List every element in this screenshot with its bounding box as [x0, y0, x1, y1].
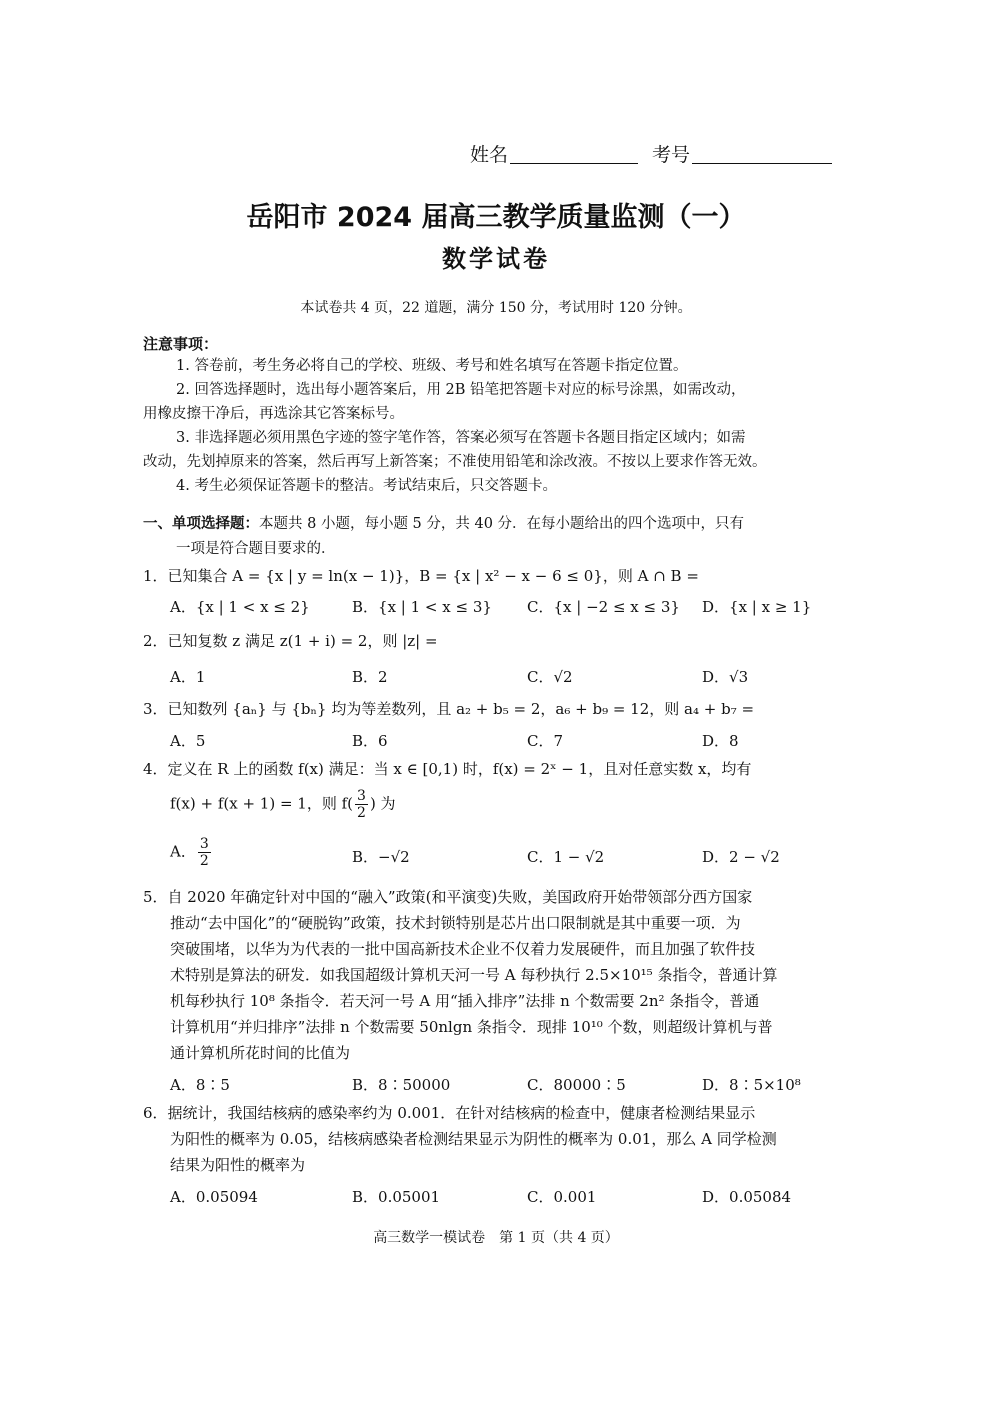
note-line: 4. 考生必须保证答题卡的整洁。考试结束后，只交答题卡。	[176, 478, 557, 494]
question-1-option-a[interactable]: A．{x | 1 < x ≤ 2}	[170, 598, 310, 616]
option-label: A．	[170, 842, 196, 861]
question-3-option-b[interactable]: B．6	[352, 732, 388, 750]
section-title: 一、单项选择题：	[143, 516, 259, 532]
question-4-stem-cont	[170, 788, 396, 821]
id-label: 考号	[652, 144, 691, 166]
question-5-line: 推动“去中国化”的“硬脱钩”政策，技术封锁特别是芯片出口限制就是其中重要一项．为	[170, 914, 741, 932]
name-label: 姓名	[470, 144, 509, 166]
name-blank[interactable]	[510, 143, 638, 164]
question-4-option-d[interactable]: D．2 − √2	[702, 848, 780, 866]
notes-heading: 注意事项：	[143, 335, 219, 353]
question-1-option-c[interactable]: C．{x | −2 ≤ x ≤ 3}	[527, 598, 680, 616]
question-4-option-b[interactable]: B．−√2	[352, 848, 410, 866]
question-1-stem: 1．已知集合 A = {x | y = ln(x − 1)}，B = {x | x² − x − 6 ≤ 0}，则 A ∩ B =	[143, 567, 699, 585]
question-6-line: 结果为阳性的概率为	[170, 1156, 306, 1174]
fraction	[198, 836, 211, 869]
question-5-option-d[interactable]: D．8∶5×10⁸	[702, 1076, 801, 1094]
question-1-option-b[interactable]: B．{x | 1 < x ≤ 3}	[352, 598, 492, 616]
question-3-option-c[interactable]: C．7	[527, 732, 564, 750]
note-line: 1. 答卷前，考生务必将自己的学校、班级、考号和姓名填写在答题卡指定位置。	[176, 358, 688, 374]
question-2-stem: 2．已知复数 z 满足 z(1 + i) = 2，则 |z| =	[143, 632, 438, 650]
question-6-option-a[interactable]: A．0.05094	[170, 1188, 258, 1206]
question-4-option-c[interactable]: C．1 − √2	[527, 848, 605, 866]
note-line: 改动，先划掉原来的答案，然后再写上新答案；不准使用铅笔和涂改液。不按以上要求作答无效。	[143, 454, 767, 470]
question-5-option-a[interactable]: A．8∶5	[170, 1076, 230, 1094]
question-3-option-d[interactable]: D．8	[702, 732, 739, 750]
section-desc-cont: 一项是符合题目要求的．	[176, 541, 336, 557]
page-footer: 高三数学一模试卷 第 1 页（共 4 页）	[373, 1230, 619, 1246]
question-4-stem-part: ) 为	[369, 794, 396, 813]
section-desc: 本题共 8 小题，每小题 5 分，共 40 分．在每小题给出的四个选项中，只有	[259, 516, 745, 532]
question-5-option-b[interactable]: B．8∶50000	[352, 1076, 451, 1094]
section-heading	[143, 512, 744, 533]
question-6-option-c[interactable]: C．0.001	[527, 1188, 597, 1206]
question-5-line: 机每秒执行 10⁸ 条指令．若天河一号 A 用“插入排序”法排 n 个数需要 2n² 条指令，普通	[170, 992, 760, 1010]
exam-title: 岳阳市 2024 届高三教学质量监测（一）	[246, 202, 746, 233]
question-3-stem: 3．已知数列 {aₙ} 与 {bₙ} 均为等差数列，且 a₂ + b₅ = 2，a₆ + b₉ = 12，则 a₄ + b₇ =	[143, 700, 755, 718]
question-5-line: 5．自 2020 年确定针对中国的“融入”政策(和平演变)失败，美国政府开始带领部分西方国家	[143, 888, 753, 906]
student-info-line	[470, 140, 832, 167]
question-5-line: 术特别是算法的研发．如我国超级计算机天河一号 A 每秒执行 2.5×10¹⁵ 条指令，普通计算	[170, 966, 778, 984]
question-6-option-d[interactable]: D．0.05084	[702, 1188, 792, 1206]
question-6-line: 6．据统计，我国结核病的感染率约为 0.001．在针对结核病的检查中，健康者检测结果显示	[143, 1104, 756, 1122]
question-2-option-d[interactable]: D．√3	[702, 668, 749, 686]
question-2-option-c[interactable]: C．√2	[527, 668, 573, 686]
question-5-option-c[interactable]: C．80000∶5	[527, 1076, 626, 1094]
question-3-option-a[interactable]: A．5	[170, 732, 206, 750]
question-2-option-a[interactable]: A．1	[170, 668, 206, 686]
fraction	[355, 788, 368, 821]
fraction-numerator: 3	[357, 788, 366, 804]
question-4-stem: 4．定义在 R 上的函数 f(x) 满足：当 x ∈ [0,1) 时，f(x) = 2ˣ − 1，且对任意实数 x，均有	[143, 760, 752, 778]
question-2-option-b[interactable]: B．2	[352, 668, 388, 686]
question-1-option-d[interactable]: D．{x | x ≥ 1}	[702, 598, 812, 616]
question-4-stem-part: f(x) + f(x + 1) = 1，则 f(	[170, 794, 354, 813]
id-blank[interactable]	[692, 143, 832, 164]
question-6-option-b[interactable]: B．0.05001	[352, 1188, 441, 1206]
question-5-line: 通计算机所花时间的比值为	[170, 1044, 351, 1062]
fraction-numerator: 3	[199, 836, 209, 852]
question-5-line: 突破围堵，以华为为代表的一批中国高新技术企业不仅着力发展硬件，而且加强了软件技	[170, 940, 756, 958]
note-line: 用橡皮擦干净后，再选涂其它答案标号。	[143, 406, 404, 422]
fraction-denominator: 2	[357, 805, 366, 821]
question-6-line: 为阳性的概率为 0.05，结核病感染者检测结果显示为阴性的概率为 0.01，那么 A 同学检测	[170, 1130, 777, 1148]
exam-intro: 本试卷共 4 页，22 道题，满分 150 分，考试用时 120 分钟。	[300, 300, 692, 316]
question-4-option-a[interactable]	[170, 836, 213, 869]
question-5-line: 计算机用“并归排序”法排 n 个数需要 50nlgn 条指令．现排 10¹⁰ 个数，则超级计算机与普	[170, 1018, 773, 1036]
fraction-denominator: 2	[199, 853, 209, 869]
note-line: 3. 非选择题必须用黑色字迹的签字笔作答，答案必须写在答题卡各题目指定区域内；如需	[176, 430, 746, 446]
exam-subtitle: 数学试卷	[442, 244, 550, 273]
note-line: 2. 回答选择题时，选出每小题答案后，用 2B 铅笔把答题卡对应的标号涂黑，如需改动，	[176, 382, 746, 398]
